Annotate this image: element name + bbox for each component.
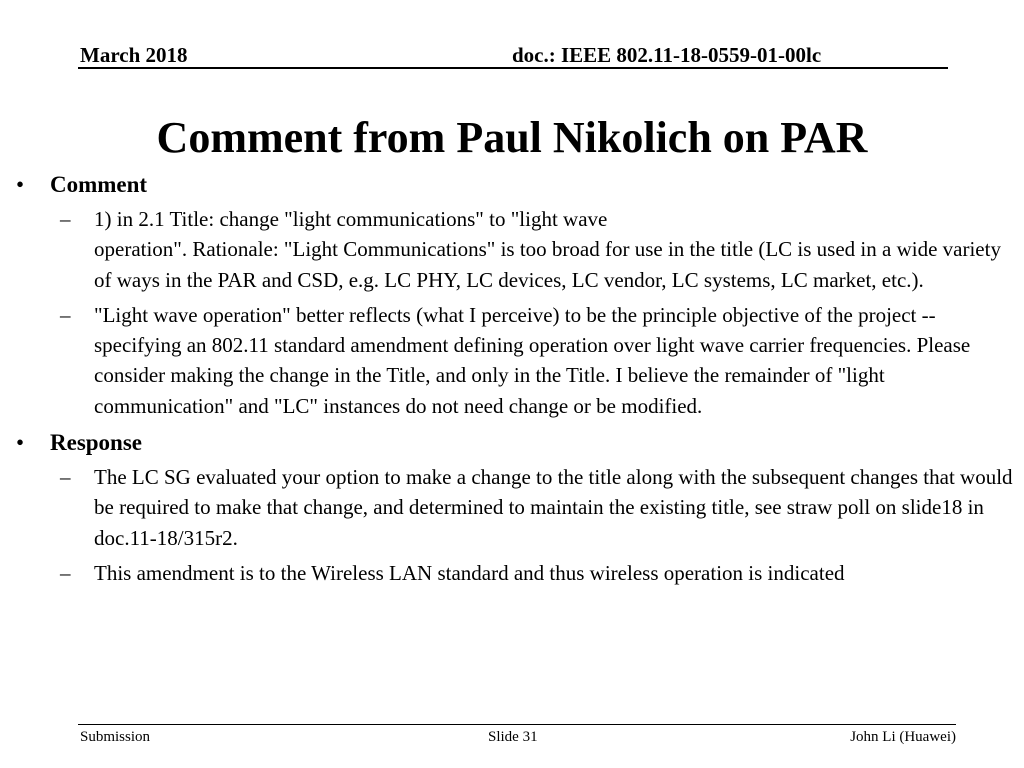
section-response-heading [0, 427, 1024, 458]
response-item-text: This amendment is to the Wireless LAN standard and thus wireless operation is indicated [94, 560, 845, 585]
slide-content [0, 167, 1024, 593]
slide-title: Comment from Paul Nikolich on PAR [156, 113, 868, 162]
dash-icon: – [60, 207, 71, 231]
dash-icon: – [60, 302, 71, 327]
section-heading-label: Response [50, 430, 143, 456]
response-item-1 [0, 462, 1024, 553]
bullet-icon: • [16, 430, 25, 456]
footer-rule [78, 724, 956, 725]
header-date: March 2018 [80, 43, 188, 67]
comment-item-2 [0, 300, 1024, 421]
bullet-icon: • [16, 172, 25, 197]
dash-icon: – [60, 560, 71, 585]
comment-item-1 [0, 204, 1024, 295]
dash-icon: – [60, 465, 71, 490]
footer-author: John Li (Huawei) [850, 729, 956, 745]
response-item-text: The LC SG evaluated your option to make a change to the title along with the subsequent changes that would be required to make that change, and determined to maintain the existing title, see straw poll on slide18 in doc.11-18/315r2. [94, 465, 1013, 550]
section-comment-heading [0, 169, 1024, 200]
comment-item-text: 1) in 2.1 Title: change "light communications" to "light wave operation". Rationale: "Light Communications" is too broad for use in the title (LC is used in a wide variety of ways in the PAR and CSD, e.g. LC PHY, LC devices, LC vendor, LC systems, LC market, etc.). [94, 207, 1001, 292]
footer-submission: Submission [80, 729, 151, 745]
header-rule [78, 67, 948, 69]
header-doc-number: doc.: IEEE 802.11-18-0559-01-00lc [512, 43, 822, 67]
comment-item-text: "Light wave operation" better reflects (what I perceive) to be the principle objective of the project -- specifying an 802.11 standard amendment defining operation over light wave carrier frequencies. Please consider making the change in the Title, and only in the Title. I believe the remainder of "light communication" and "LC" instances do not need change or be modified. [94, 302, 971, 418]
response-item-2 [0, 558, 1024, 588]
footer-slide-number: Slide 31 [488, 729, 538, 745]
section-heading-label: Comment [50, 172, 148, 197]
